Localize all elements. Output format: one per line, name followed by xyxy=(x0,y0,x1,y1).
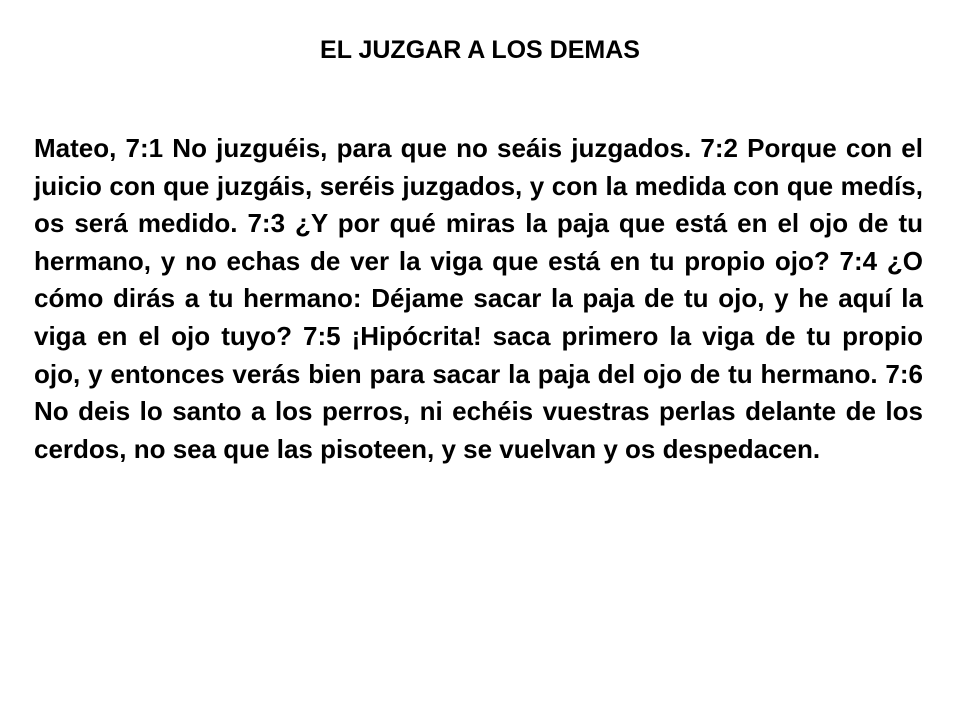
slide-title: EL JUZGAR A LOS DEMAS xyxy=(320,36,640,64)
slide-body-text: Mateo, 7:1 No juzguéis, para que no seáis juzgados. 7:2 Porque con el juicio con que juzgáis, seréis juzgados, y con la medida con que medís, os será medido. 7:3 ¿Y por qué miras la paja que está en el ojo de tu hermano, y no echas de ver la viga que está en tu propio ojo? 7:4 ¿O cómo dirás a tu hermano: Déjame sacar la paja de tu ojo, y he aquí la viga en el ojo tuyo? 7:5 ¡Hipócrita! saca primero la viga de tu propio ojo, y entonces verás bien para sacar la paja del ojo de tu hermano. 7:6 No deis lo santo a los perros, ni echéis vuestras perlas delante de los cerdos, no sea que las pisoteen, y se vuelvan y os despedacen. xyxy=(34,133,923,464)
